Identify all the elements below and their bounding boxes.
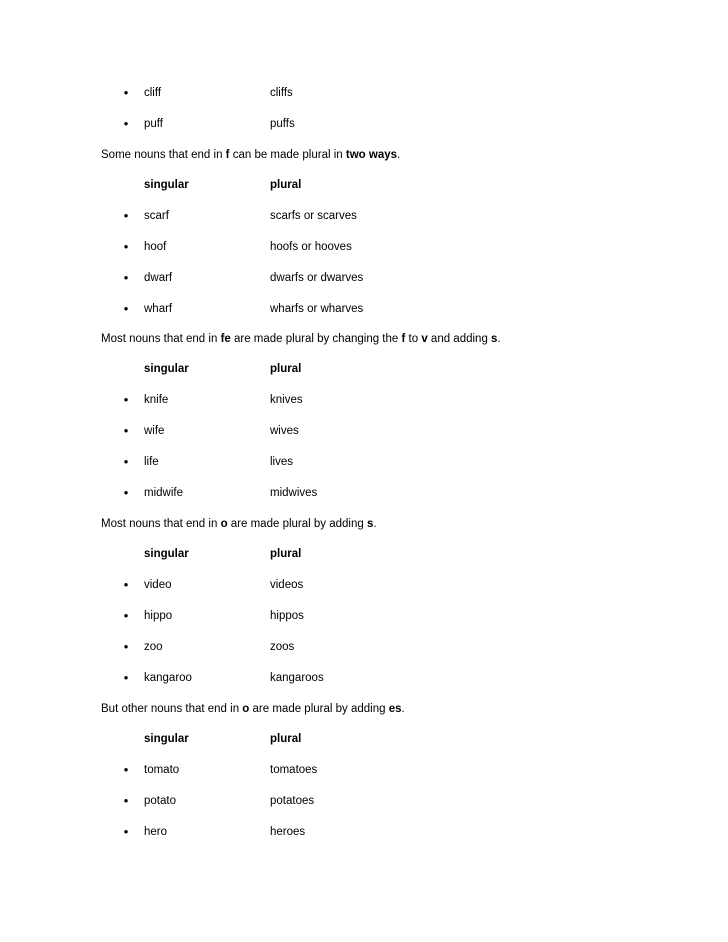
plural-word: knives	[270, 394, 303, 406]
intro-run: and adding	[427, 333, 492, 345]
plural-word: tomatoes	[270, 764, 318, 776]
singular-word: puff	[144, 118, 163, 130]
bullet-icon: •	[123, 423, 129, 438]
intro-run: are made plural by adding	[249, 703, 389, 715]
bullet-icon: •	[123, 608, 129, 623]
list-item	[0, 391, 728, 409]
intro-run-bold: v	[421, 333, 428, 345]
singular-word: video	[144, 579, 172, 591]
list-item	[0, 238, 728, 256]
bullet-icon: •	[123, 392, 129, 407]
column-header	[0, 545, 728, 563]
singular-header: singular	[144, 179, 189, 191]
intro-run-bold: s	[491, 333, 498, 345]
plural-header: plural	[270, 733, 302, 745]
intro-run: .	[401, 703, 405, 715]
singular-word: tomato	[144, 764, 180, 776]
intro-run-bold: es	[388, 703, 402, 715]
intro-run-bold: s	[366, 518, 374, 530]
list-item	[0, 115, 728, 133]
intro-run: can be made plural in	[229, 149, 346, 161]
list-item	[0, 422, 728, 440]
plural-word: cliffs	[270, 87, 293, 99]
plural-word: dwarfs or dwarves	[270, 272, 364, 284]
plural-word: lives	[270, 456, 294, 468]
plural-word: heroes	[270, 826, 306, 838]
list-item	[0, 453, 728, 471]
singular-word: wife	[144, 425, 165, 437]
section-intro-text	[101, 146, 400, 164]
singular-word: hippo	[144, 610, 173, 622]
singular-header: singular	[144, 548, 189, 560]
intro-run: Most nouns that end in	[101, 518, 221, 530]
list-item	[0, 576, 728, 594]
list-item	[0, 792, 728, 810]
column-header	[0, 176, 728, 194]
plural-word: zoos	[270, 641, 295, 653]
plural-header: plural	[270, 548, 302, 560]
list-item	[0, 607, 728, 625]
bullet-icon: •	[123, 639, 129, 654]
bullet-icon: •	[123, 301, 129, 316]
column-header	[0, 730, 728, 748]
section-intro-text	[101, 515, 377, 533]
plural-word: videos	[270, 579, 304, 591]
section-intro-text	[101, 330, 501, 348]
bullet-icon: •	[123, 239, 129, 254]
intro-run: .	[397, 149, 401, 161]
singular-word: knife	[144, 394, 169, 406]
bullet-icon: •	[123, 85, 129, 100]
plural-word: wharfs or wharves	[270, 303, 364, 315]
singular-header: singular	[144, 733, 189, 745]
section-intro	[0, 330, 728, 348]
bullet-icon: •	[123, 762, 129, 777]
list-item	[0, 300, 728, 318]
section-intro	[0, 146, 728, 164]
singular-header: singular	[144, 363, 189, 375]
section-intro	[0, 700, 728, 718]
list-item	[0, 761, 728, 779]
intro-run: .	[373, 518, 377, 530]
plural-header: plural	[270, 363, 302, 375]
plural-word: scarfs or scarves	[270, 210, 357, 222]
intro-run: But other nouns that end in	[101, 703, 243, 715]
section-intro-text	[101, 700, 405, 718]
singular-word: midwife	[144, 487, 183, 499]
intro-run-bold: two ways	[345, 149, 398, 161]
bullet-icon: •	[123, 577, 129, 592]
plural-word: potatoes	[270, 795, 315, 807]
singular-word: cliff	[144, 87, 162, 99]
intro-run: to	[405, 333, 422, 345]
intro-run: are made plural by adding	[227, 518, 367, 530]
intro-run-bold: f	[225, 149, 230, 161]
intro-run-bold: o	[220, 518, 228, 530]
plural-header: plural	[270, 179, 302, 191]
list-item	[0, 84, 728, 102]
bullet-icon: •	[123, 116, 129, 131]
intro-run: Some nouns that end in	[101, 149, 226, 161]
bullet-icon: •	[123, 454, 129, 469]
plural-word: puffs	[270, 118, 295, 130]
section-intro	[0, 515, 728, 533]
singular-word: kangaroo	[144, 672, 192, 684]
intro-run: Most nouns that end in	[101, 333, 221, 345]
singular-word: hoof	[144, 241, 167, 253]
list-item	[0, 269, 728, 287]
intro-run: .	[497, 333, 501, 345]
list-item	[0, 484, 728, 502]
list-item	[0, 638, 728, 656]
bullet-icon: •	[123, 824, 129, 839]
plural-word: midwives	[270, 487, 318, 499]
intro-run-bold: o	[242, 703, 250, 715]
singular-word: dwarf	[144, 272, 173, 284]
intro-run-bold: fe	[220, 333, 231, 345]
plural-word: kangaroos	[270, 672, 324, 684]
singular-word: wharf	[144, 303, 173, 315]
intro-run: are made plural by changing the	[230, 333, 402, 345]
singular-word: zoo	[144, 641, 163, 653]
plural-word: wives	[270, 425, 299, 437]
plural-word: hoofs or hooves	[270, 241, 352, 253]
list-item	[0, 669, 728, 687]
bullet-icon: •	[123, 485, 129, 500]
column-header	[0, 360, 728, 378]
singular-word: potato	[144, 795, 176, 807]
list-item	[0, 207, 728, 225]
singular-word: scarf	[144, 210, 169, 222]
intro-run-bold: f	[401, 333, 406, 345]
singular-word: life	[144, 456, 159, 468]
plural-word: hippos	[270, 610, 304, 622]
singular-word: hero	[144, 826, 168, 838]
list-item	[0, 823, 728, 841]
bullet-icon: •	[123, 670, 129, 685]
bullet-icon: •	[123, 270, 129, 285]
bullet-icon: •	[123, 208, 129, 223]
bullet-icon: •	[123, 793, 129, 808]
